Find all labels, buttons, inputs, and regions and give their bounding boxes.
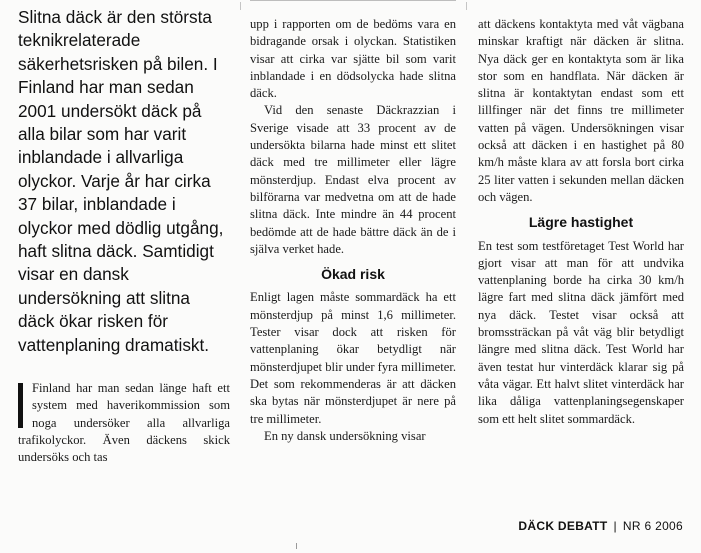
body-paragraph: att däckens kontaktyta med våt vägbana minskar kraftigt när däcken är slitna. Nya däck ger en kontaktyta som är lika stor som en handflata. När däcken är slitna är kontaktytan endast som ett lillfinger när det finns tre millimeter vatten på vägen. Undersökningen visar också att däcken i en hastighet på 80 km/h måste klara av att forsla bort cirka 25 liter vatten i sekunden mellan däcken och vägen. xyxy=(478,17,684,204)
lead-text: Slitna däck är den största teknikrelaterade säkerhetsrisken på bilen. I Finland har man sedan 2001 undersökt däck på alla bilar som har varit inblandade i allvarliga olyckor. Varje år har cirka 37 bilar, inblandade i olyckor med dödlig utgång, haft slitna däck. Samtidigt visar en dansk undersökning att slitna däck ökar risken för vattenplaning dramatiskt. xyxy=(18,7,224,355)
body-paragraph: upp i rapporten om de bedöms vara en bidragande orsak i olyckan. Statistiken visar att cirka var sjätte bil som varit inblandade i en dödsolycka hade slitna däck. xyxy=(250,17,456,101)
footer-separator: | xyxy=(613,519,617,533)
lead-paragraph xyxy=(18,6,230,357)
page-footer xyxy=(518,519,683,533)
article-column-1 xyxy=(18,380,230,466)
body-paragraph: En ny dansk undersökning visar xyxy=(264,428,426,443)
section-heading: Ökad risk xyxy=(321,266,385,283)
column-divider xyxy=(240,2,241,10)
body-paragraph: En test som testföretaget Test World har gjort visar att man för att undvika vattenplaning borde ha cirka 30 km/h lägre fart med slitna däck jämfört med nya däck. Testet visar också att bromssträckan på våt väg blir betydligt längre med slitna däck. Test World har även testat hur vinterdäck klarar sig på våta vägar. Ett halvt slitet vinterdäck har lika dåliga vattenplaningsegenskaper som ett helt slitet sommardäck. xyxy=(478,238,684,426)
body-paragraph: Enligt lagen måste sommardäck ha ett mönsterdjup på minst 1,6 millimeter. Tester visar dock att risken för vattenplaning ökar betydligt när mönsterdjupet blir under fyra millimeter. Det som rekommenderas är att däcken ska bytas när mönsterdjupet är nere på tre millimeter. xyxy=(250,290,456,426)
issue-number: NR 6 2006 xyxy=(622,519,683,533)
section-heading: Lägre hastighet xyxy=(528,214,634,231)
body-paragraph: Vid den senaste Däckrazzian i Sverige visade att 33 procent av de undersökta bilarna hade minst ett slitet däck med tre millimeter eller lägre mönsterdjup. Endast elva procent av bilförarna var medvetna om att de hade slitna däck. Inte mindre än 44 procent bedömde att de hade bättre däck än de i själva verket hade. xyxy=(250,103,456,256)
top-rule xyxy=(250,0,456,10)
article-column-2 xyxy=(250,16,456,445)
column-divider xyxy=(466,2,467,10)
drop-mark xyxy=(18,383,23,428)
article-column-3 xyxy=(478,16,684,428)
magazine-name: DÄCK DEBATT xyxy=(518,519,608,533)
crop-mark xyxy=(296,543,297,549)
body-paragraph: Finland har man sedan länge haft ett system med haverikommission som noga undersöker alla allvarliga trafikolyckor. Även däckens skick undersöks och tas xyxy=(18,381,230,465)
